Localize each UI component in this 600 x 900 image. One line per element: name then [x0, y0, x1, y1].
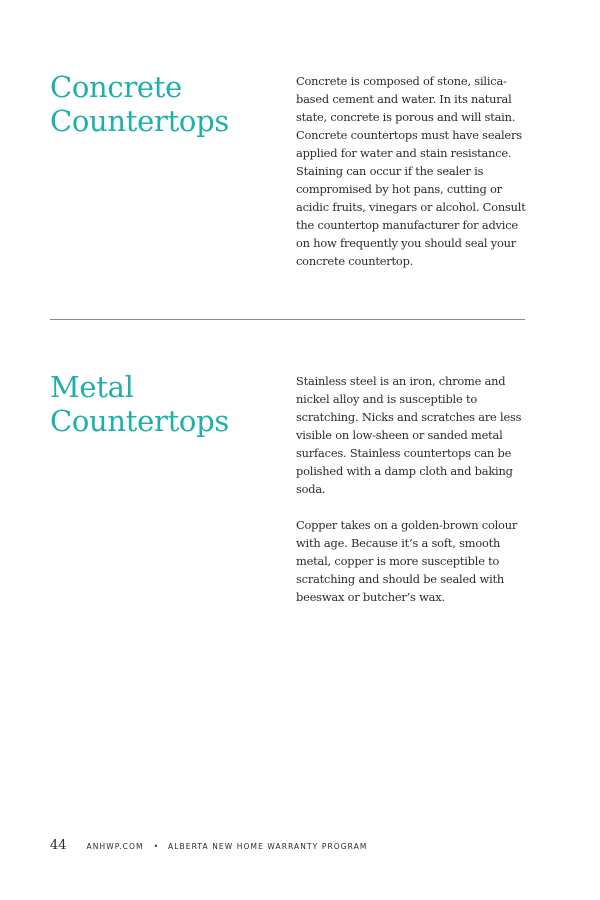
- heading-line: Metal: [50, 370, 134, 404]
- paragraph: Copper takes on a golden-brown colour with age. Because it’s a soft, smooth metal, copper is more susceptible to scratching and should be sealed with beeswax or butcher’s wax.: [296, 518, 518, 604]
- heading-line: Concrete: [50, 70, 183, 104]
- concrete-body: [296, 72, 528, 288]
- heading-line: Countertops: [50, 404, 229, 438]
- page-number: 44: [50, 838, 67, 853]
- section-divider: [50, 319, 525, 320]
- page-footer: [50, 838, 368, 854]
- heading-line: Countertops: [50, 104, 229, 138]
- footer-site-link: ANHWP.COM: [86, 842, 144, 851]
- paragraph: Concrete is composed of stone, silica-based cement and water. In its natural state, concrete is porous and will stain. Concrete countertops must have sealers applied for water and stain resistance. Staining can occur if the sealer is compromised by hot pans, cutting or acidic fruits, vinegars or alcohol. Consult the countertop manufacturer for advice on how frequently you should seal your concrete countertop.: [296, 74, 526, 268]
- concrete-countertops-heading: [50, 70, 280, 138]
- footer-program-name: ALBERTA NEW HOME WARRANTY PROGRAM: [168, 842, 368, 851]
- paragraph: Stainless steel is an iron, chrome and nickel alloy and is susceptible to scratching. Nicks and scratches are less visible on low-sheen or sanded metal surfaces. Stainless countertops can be polished with a damp cloth and baking soda.: [296, 374, 522, 496]
- metal-countertops-heading: [50, 370, 280, 438]
- footer-separator: •: [153, 842, 159, 851]
- metal-body: [296, 372, 528, 624]
